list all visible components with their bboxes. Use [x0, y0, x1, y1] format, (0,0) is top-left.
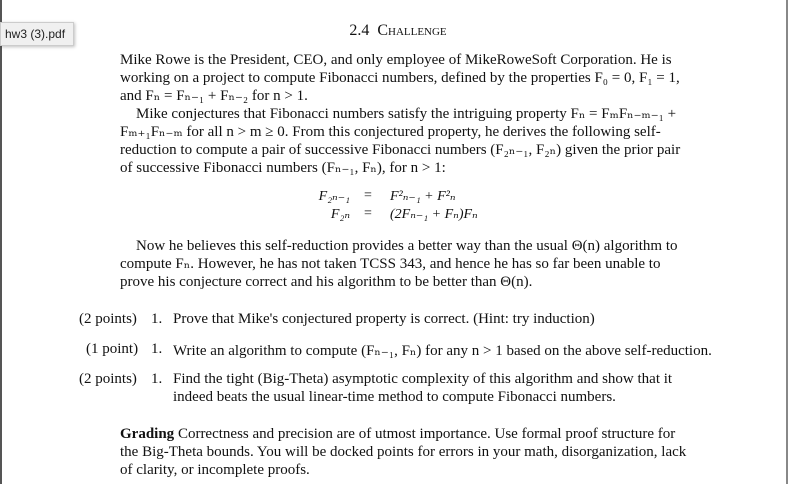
question-text: Find the tight (Big-Theta) asymptotic complexity of this algorithm and show that it: [173, 371, 673, 387]
equation-rhs: F²ₙ₋₁ + F²ₙ: [390, 189, 456, 204]
question-number: 1.: [151, 341, 163, 357]
section-name: Challenge: [377, 22, 447, 39]
equation-op: =: [364, 188, 372, 203]
document-title-tooltip: hw3 (3).pdf: [0, 22, 74, 46]
equation-op: =: [364, 206, 372, 221]
conjecture-line: reduction to compute a pair of successive Fibonacci numbers (F₂ₙ₋₁, F₂ₙ) given the prior pair: [120, 142, 681, 158]
question-number: 1.: [151, 371, 163, 387]
grading-line: the Big-Theta bounds. You will be docked points for errors in your math, disorganization, lack: [120, 444, 687, 460]
intro-line: Mike Rowe is the President, CEO, and only employee of MikeRoweSoft Corporation. He is: [120, 52, 672, 68]
question-text: indeed beats the usual linear-time method to compute Fibonacci numbers.: [173, 389, 616, 405]
intro-line: and Fₙ = Fₙ₋₁ + Fₙ₋₂ for n > 1.: [120, 88, 308, 104]
equation-lhs: F₂ₙ₋₁: [318, 189, 350, 204]
equation-lhs: F₂ₙ: [330, 207, 350, 222]
equation-rhs: (2Fₙ₋₁ + Fₙ)Fₙ: [390, 207, 478, 222]
belief-line: Now he believes this self-reduction provides a better way than the usual Θ(n) algorithm to: [136, 238, 678, 254]
belief-line: compute Fₙ. However, he has not taken TCSS 343, and hence he has so far been unable to: [120, 256, 661, 272]
question-number: 1.: [151, 311, 163, 327]
intro-line: working on a project to compute Fibonacci numbers, defined by the properties F₀ = 0, F₁ = 1,: [120, 70, 680, 86]
question-text: Prove that Mike's conjectured property is correct. (Hint: try induction): [173, 311, 595, 327]
window-edge-left: [0, 0, 2, 484]
window-edge-right: [786, 0, 788, 484]
grading-label: Grading: [120, 426, 175, 442]
question-points: (2 points): [79, 371, 137, 387]
question-text: Write an algorithm to compute (Fₙ₋₁, Fₙ) for any n > 1 based on the above self-reduction.: [173, 343, 712, 359]
section-number: 2.4: [349, 22, 370, 39]
belief-line: prove his conjecture correct and his algorithm to be better than Θ(n).: [120, 274, 533, 290]
question-points: (1 point): [86, 341, 139, 357]
section-title: [0, 22, 796, 40]
conjecture-line: Mike conjectures that Fibonacci numbers satisfy the intriguing property Fₙ = FₘFₙ₋ₘ₋₁ +: [136, 106, 677, 122]
grading-line: Correctness and precision are of utmost importance. Use formal proof structure for: [174, 426, 676, 442]
conjecture-line: of successive Fibonacci numbers (Fₙ₋₁, Fₙ), for n > 1:: [120, 160, 446, 176]
conjecture-line: Fₘ₊₁Fₙ₋ₘ for all n > m ≥ 0. From this conjectured property, he derives the following self-: [120, 124, 661, 140]
question-points: (2 points): [79, 311, 137, 327]
grading-line: of clarity, or incomplete proofs.: [120, 462, 310, 478]
